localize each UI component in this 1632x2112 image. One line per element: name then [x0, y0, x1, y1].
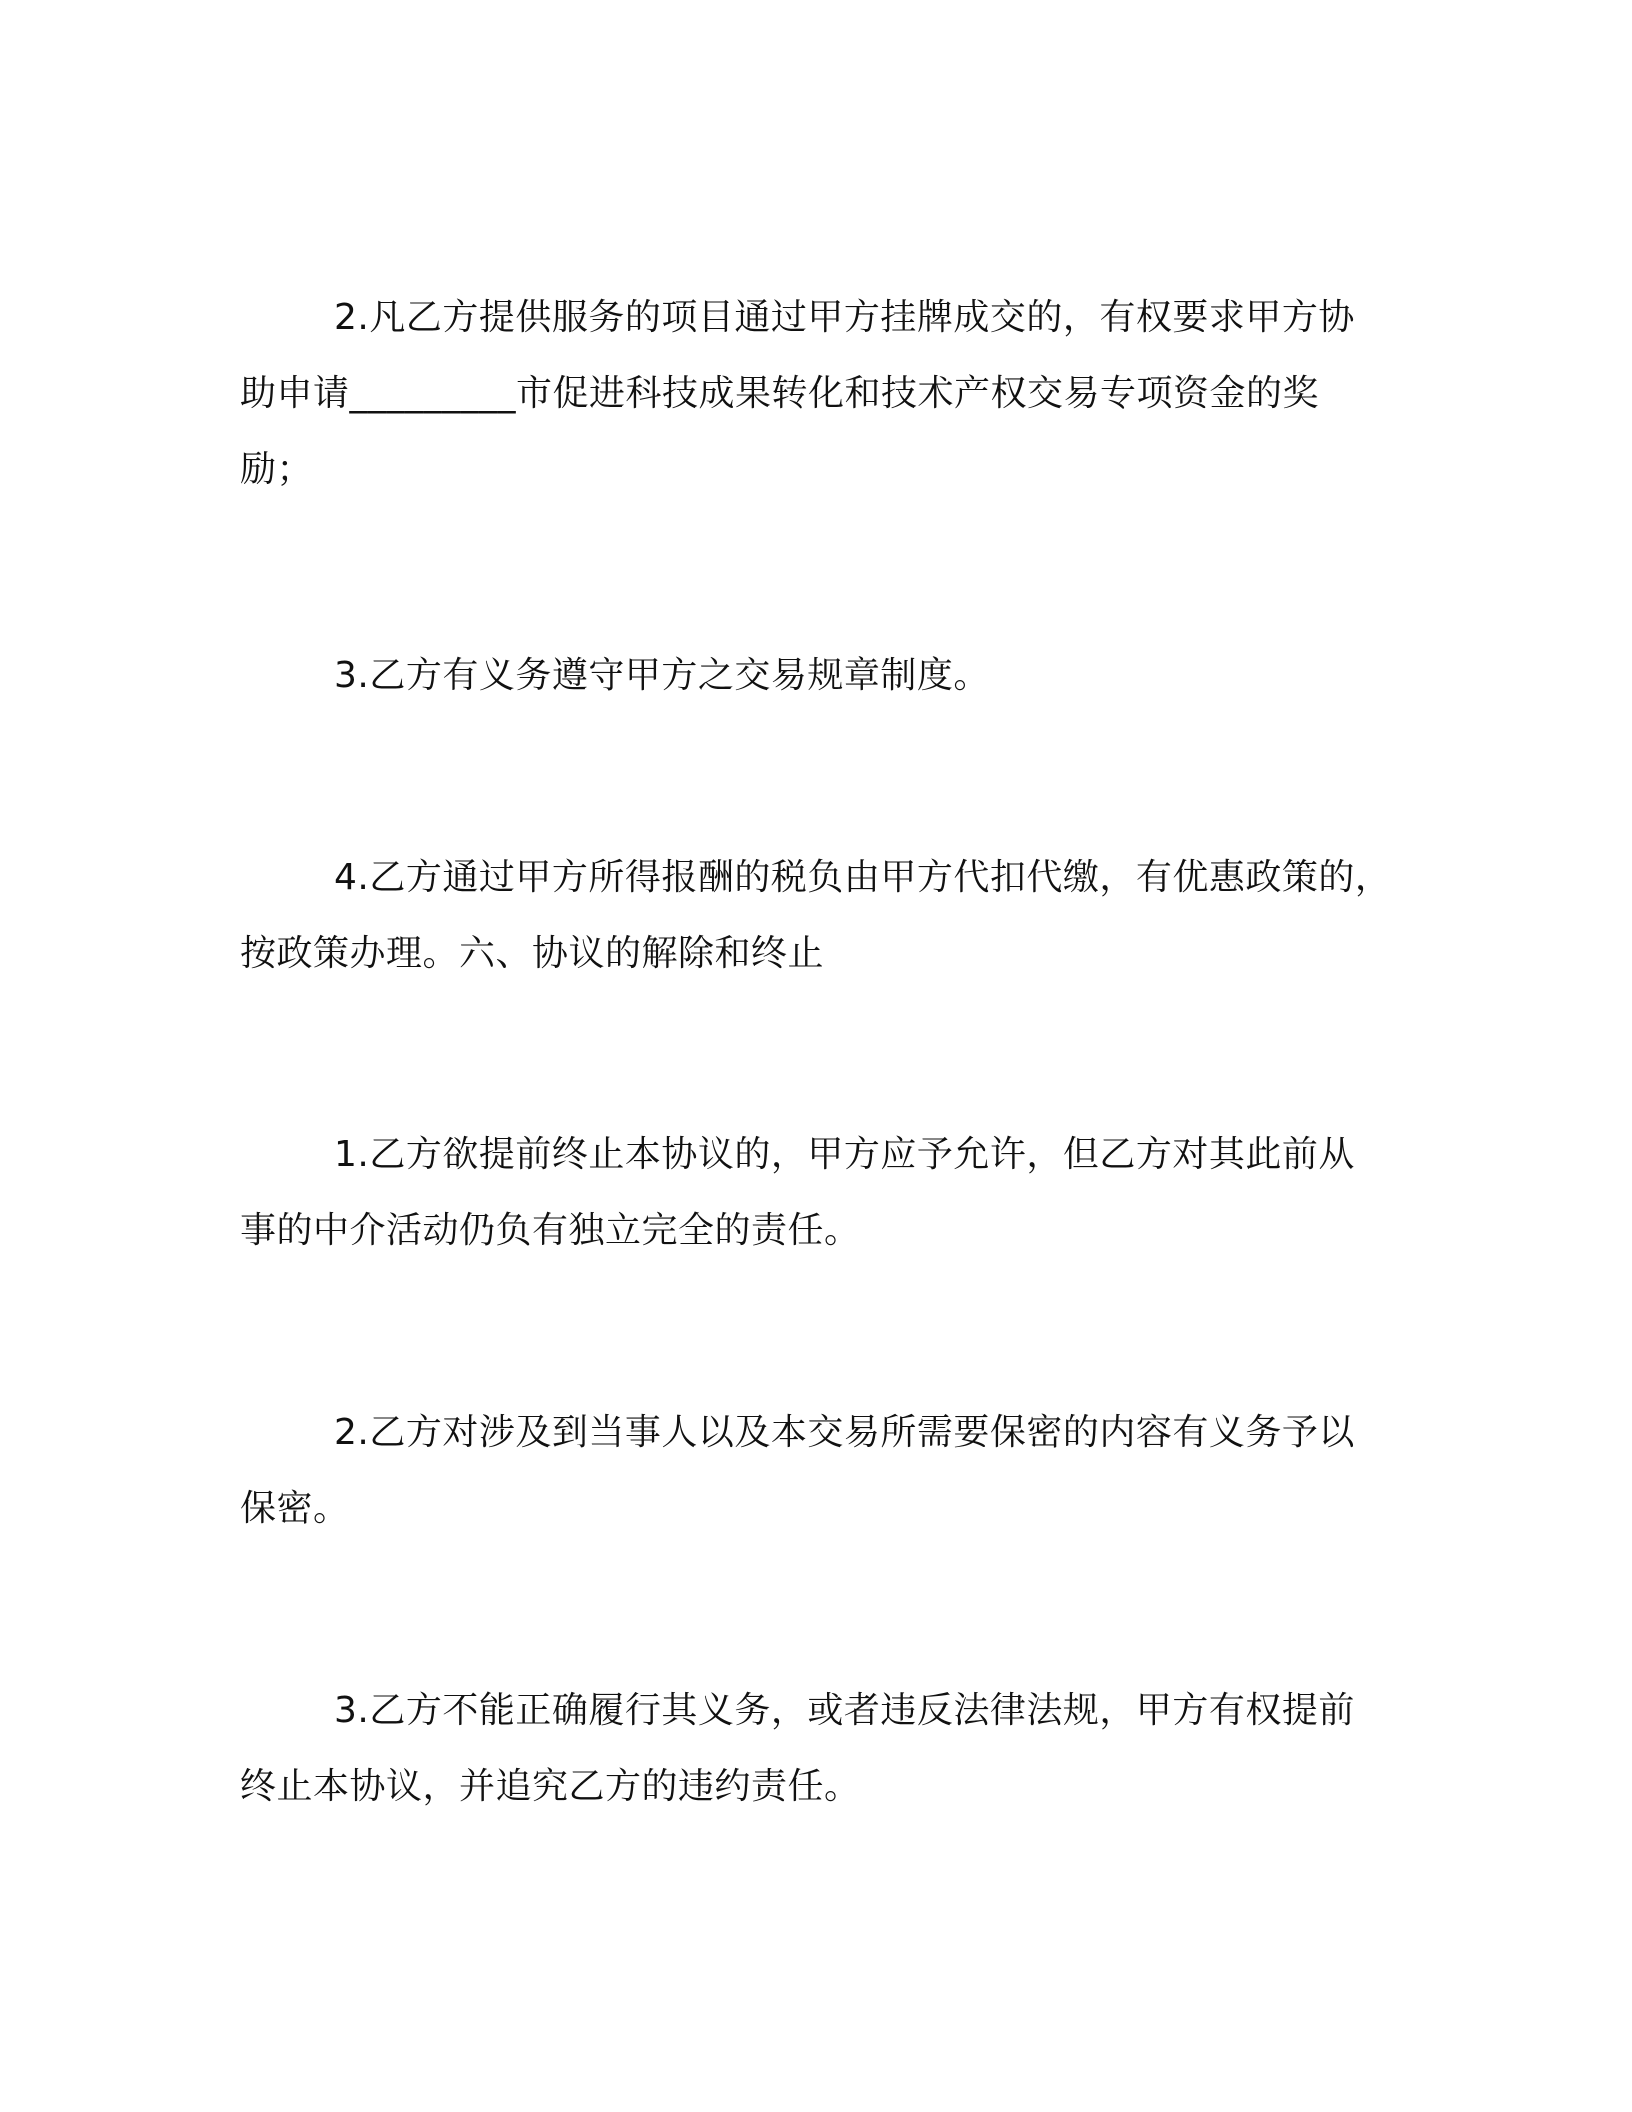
paragraph-line: 4.乙方通过甲方所得报酬的税负由甲方代扣代缴，有优惠政策的， — [334, 857, 1392, 898]
paragraph-award-application — [240, 280, 1400, 508]
paragraph-line: 励； — [240, 449, 314, 490]
paragraph-line: 2.凡乙方提供服务的项目通过甲方挂牌成交的，有权要求甲方协 — [334, 297, 1355, 338]
paragraph-confidentiality — [240, 1395, 1400, 1547]
paragraph-early-termination — [240, 1117, 1400, 1269]
paragraph-line: 1.乙方欲提前终止本协议的，甲方应予允许，但乙方对其此前从 — [334, 1134, 1355, 1175]
paragraph-line: 2.乙方对涉及到当事人以及本交易所需要保密的内容有义务予以 — [334, 1412, 1355, 1453]
paragraph-line: 3.乙方有义务遵守甲方之交易规章制度。 — [334, 655, 990, 696]
paragraph-line: 按政策办理。六、协议的解除和终止 — [240, 933, 825, 974]
paragraph-line: 3.乙方不能正确履行其义务，或者违反法律法规，甲方有权提前 — [334, 1690, 1355, 1731]
paragraph-line: 事的中介活动仍负有独立完全的责任。 — [240, 1210, 861, 1251]
paragraph-tax — [240, 840, 1400, 992]
paragraph-line: 保密。 — [240, 1488, 350, 1529]
paragraph-trading-rules — [240, 638, 1400, 714]
paragraph-line: 助申请_________市促进科技成果转化和技术产权交易专项资金的奖 — [240, 373, 1320, 414]
paragraph-breach — [240, 1673, 1400, 1825]
paragraph-line: 终止本协议，并追究乙方的违约责任。 — [240, 1766, 861, 1807]
